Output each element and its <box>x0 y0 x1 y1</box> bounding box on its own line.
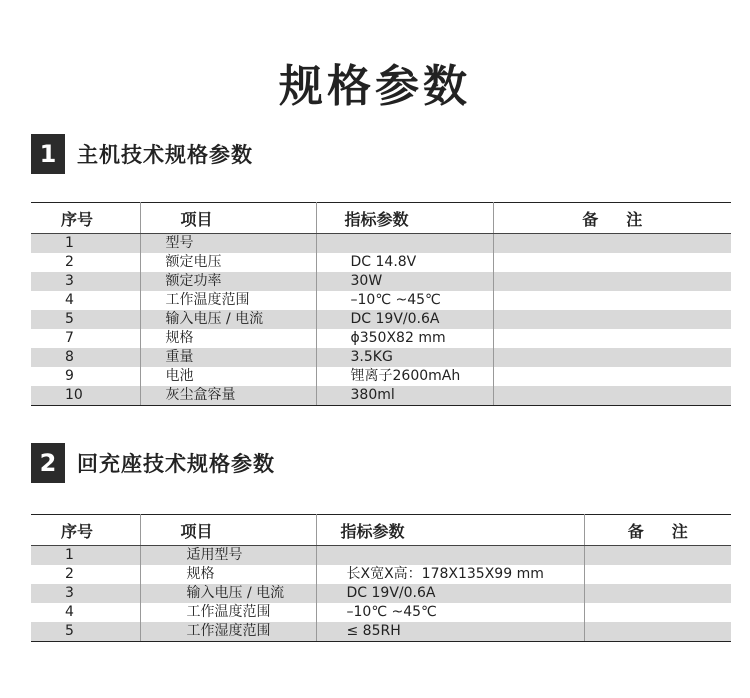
table-row <box>31 565 731 584</box>
row-item: 电池 <box>140 367 316 386</box>
row-param: ≤ 85RH <box>316 622 584 642</box>
section-1-number-badge: 1 <box>31 134 65 174</box>
section-2-title: 回充座技术规格参数 <box>77 452 275 476</box>
header-no: 序号 <box>31 203 140 234</box>
section-2-number-badge: 2 <box>31 443 65 483</box>
header-note: 备注 <box>584 515 731 546</box>
row-note <box>493 272 731 291</box>
row-item: 输入电压 / 电流 <box>140 584 316 603</box>
row-item: 工作温度范围 <box>140 603 316 622</box>
table-row <box>31 603 731 622</box>
row-note <box>493 386 731 406</box>
page-title: 规格参数 <box>279 61 471 112</box>
row-item: 型号 <box>140 234 316 254</box>
row-param: 30W <box>316 272 493 291</box>
row-note <box>493 367 731 386</box>
row-param: DC 14.8V <box>316 253 493 272</box>
table-header-row <box>31 515 731 546</box>
row-param: 长X宽X高：178X135X99 mm <box>316 565 584 584</box>
table-row <box>31 386 731 406</box>
header-item: 项目 <box>140 203 316 234</box>
table-row <box>31 310 731 329</box>
table-row <box>31 546 731 566</box>
row-param: DC 19V/0.6A <box>316 310 493 329</box>
row-number: 10 <box>31 386 140 406</box>
row-param: 锂离子2600mAh <box>316 367 493 386</box>
row-item: 输入电压 / 电流 <box>140 310 316 329</box>
row-number: 4 <box>31 603 140 622</box>
row-note <box>493 329 731 348</box>
section-1-header <box>31 134 253 174</box>
row-note <box>493 348 731 367</box>
table-header-row <box>31 203 731 234</box>
row-item: 工作温度范围 <box>140 291 316 310</box>
row-param: –10℃ ~45℃ <box>316 291 493 310</box>
row-param <box>316 234 493 254</box>
row-number: 9 <box>31 367 140 386</box>
row-item: 灰尘盒容量 <box>140 386 316 406</box>
table-row <box>31 348 731 367</box>
row-number: 5 <box>31 310 140 329</box>
row-note <box>584 546 731 566</box>
row-item: 重量 <box>140 348 316 367</box>
table-row <box>31 367 731 386</box>
table-row <box>31 272 731 291</box>
row-item: 工作湿度范围 <box>140 622 316 642</box>
table-row <box>31 622 731 642</box>
row-item: 额定功率 <box>140 272 316 291</box>
row-note <box>493 253 731 272</box>
row-item: 适用型号 <box>140 546 316 566</box>
row-number: 8 <box>31 348 140 367</box>
dock-spec-table <box>31 514 731 642</box>
row-item: 规格 <box>140 329 316 348</box>
row-number: 5 <box>31 622 140 642</box>
row-note <box>584 622 731 642</box>
host-spec-table <box>31 202 731 406</box>
row-item: 规格 <box>140 565 316 584</box>
row-number: 3 <box>31 584 140 603</box>
row-param: 3.5KG <box>316 348 493 367</box>
section-1-title: 主机技术规格参数 <box>77 143 253 167</box>
table-row <box>31 234 731 254</box>
header-note: 备注 <box>493 203 731 234</box>
row-param: –10℃ ~45℃ <box>316 603 584 622</box>
row-number: 2 <box>31 253 140 272</box>
row-number: 3 <box>31 272 140 291</box>
row-param: DC 19V/0.6A <box>316 584 584 603</box>
row-note <box>584 565 731 584</box>
row-number: 1 <box>31 234 140 254</box>
row-note <box>493 291 731 310</box>
header-param: 指标参数 <box>316 515 584 546</box>
table-row <box>31 584 731 603</box>
header-item: 项目 <box>140 515 316 546</box>
row-number: 4 <box>31 291 140 310</box>
row-param: 380ml <box>316 386 493 406</box>
row-item: 额定电压 <box>140 253 316 272</box>
row-number: 7 <box>31 329 140 348</box>
row-note <box>493 310 731 329</box>
row-number: 2 <box>31 565 140 584</box>
row-param: ϕ350X82 mm <box>316 329 493 348</box>
table-row <box>31 329 731 348</box>
table-row <box>31 253 731 272</box>
row-note <box>493 234 731 254</box>
row-number: 1 <box>31 546 140 566</box>
table-row <box>31 291 731 310</box>
section-2-header <box>31 443 275 483</box>
row-note <box>584 584 731 603</box>
row-note <box>584 603 731 622</box>
header-no: 序号 <box>31 515 140 546</box>
header-param: 指标参数 <box>316 203 493 234</box>
row-param <box>316 546 584 566</box>
